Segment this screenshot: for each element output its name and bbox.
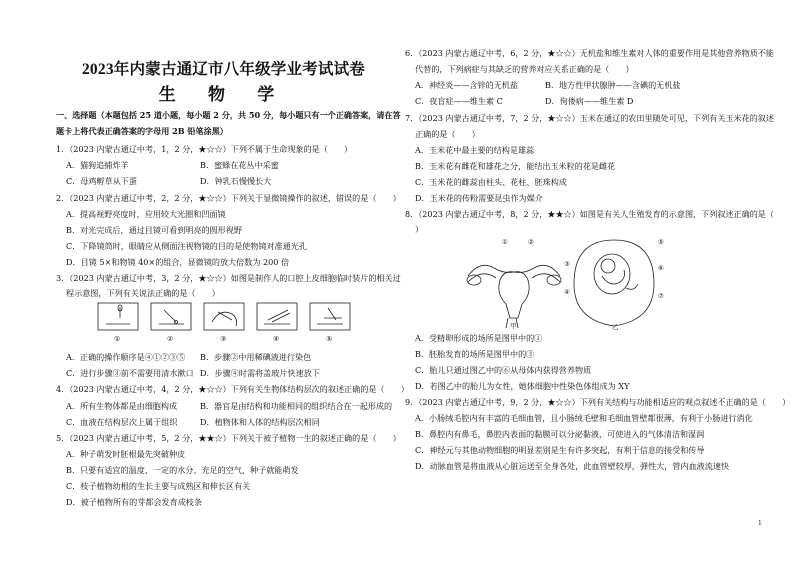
question-6-option-a: A．神经炎——含锌的无机盐 bbox=[415, 80, 518, 90]
question-7-option-a: A．玉米花中最主要的结构是雄蕊 bbox=[415, 145, 535, 155]
figure-label-2: ② bbox=[528, 238, 534, 246]
figure-label-1: ① bbox=[502, 238, 508, 246]
question-7-option-b: B．玉米花有雌花和雄花之分，能结出玉米粒的花是雌花 bbox=[415, 161, 616, 171]
question-1-option-b: B．蜜蜂在花丛中采蜜 bbox=[200, 160, 279, 170]
question-8-option-c: C．胎儿只通过图乙中的⑥从母体内获得营养物质 bbox=[415, 365, 592, 375]
question-3-stem-cont: 程示意图，下列有关说法正确的是（ ） bbox=[66, 288, 220, 298]
question-1-option-a: A．猫狗追捕炸羊 bbox=[66, 160, 129, 170]
question-7-option-c: C．玉米花的雌蕊由柱头、花柱、胚珠构成 bbox=[415, 177, 567, 187]
figure-label-4: ④ bbox=[564, 288, 570, 296]
reproduction-figure bbox=[462, 236, 682, 330]
figure-label-7: ⑦ bbox=[658, 292, 664, 300]
question-1-stem: 1．（2023 内蒙古通辽中考，1，2 分，★☆☆）下列不属于生命现象的是（ ） bbox=[56, 144, 353, 154]
exam-title: 2023年内蒙古通辽市八年级学业考试试卷 bbox=[81, 61, 365, 78]
step-5-label: ⑤ bbox=[326, 335, 333, 343]
question-3-option-a: A．正确的操作顺序是④①②③⑤ bbox=[66, 352, 186, 362]
step-4-label: ④ bbox=[273, 335, 280, 343]
question-4-stem: 4．（2023 内蒙古通辽中考，4，2 分，★☆☆）下列有关生物体结构层次的叙述正确的是（ ） bbox=[56, 384, 409, 394]
question-2-option-b: B．对光完成后，通过目镜可看到明亮的圆形视野 bbox=[66, 225, 242, 235]
question-2-option-d: D．目镜 5×和物镜 40×的组合，显微镜的放大倍数为 200 倍 bbox=[66, 257, 290, 267]
question-8-option-d: D．若图乙中的胎儿为女性，她体细胞中性染色体组成为 XY bbox=[415, 381, 630, 391]
question-5-option-a: A．种子萌发时胚根最先突破种皮 bbox=[66, 449, 186, 459]
question-3-option-b: B．步骤②中用稀碘液进行染色 bbox=[200, 352, 312, 362]
question-9-option-c: C．神经元与其他动物细胞的明显差别是生有许多突起，有利于信息的接受和传导 bbox=[415, 445, 705, 455]
question-7-option-d: D．玉米花的传粉需要昆虫作为媒介 bbox=[415, 193, 543, 203]
question-5-option-d: D．被子植物所有的芽都会发育成枝条 bbox=[66, 497, 202, 507]
section-heading: 一、选择题（本题包括 25 道小题，每小题 2 分，共 50 分，每小题只有一个正确答案，请在答 bbox=[56, 110, 401, 120]
question-5-stem: 5．（2023 内蒙古通辽中考，5，2 分，★★☆）下列关于被子植物一生的叙述正确的是（ ） bbox=[56, 433, 401, 443]
question-8-option-b: B．胚胎发育的场所是图甲中的③ bbox=[415, 349, 535, 359]
subject-title: 生 物 学 bbox=[158, 85, 289, 104]
question-4-option-b: B．器官是由结构和功能相同的组织结合在一起形成的 bbox=[200, 401, 393, 411]
question-4-option-c: C．血液在结构层次上属于组织 bbox=[66, 417, 178, 427]
question-3-stem: 3．（2023 内蒙古通辽中考，3，2 分，★☆☆）如图是制作人的口腔上皮细胞临时装片的相关过 bbox=[56, 273, 401, 283]
figure-label-6: ⑥ bbox=[658, 264, 664, 272]
question-6-option-c: C．夜盲症——维生素 C bbox=[415, 96, 503, 106]
question-6-stem: 6．（2023 内蒙古通辽中考，6，2 分，★☆☆）无机盐和维生素对人体的重要作用是其他营养物质不能 bbox=[405, 48, 774, 58]
figure-caption-jia: 甲 bbox=[510, 322, 517, 330]
question-2-option-c: C．下降镜筒时，眼睛应从侧面注视物镜的目的是使物镜对准通光孔 bbox=[66, 241, 307, 251]
slide-preparation-figure bbox=[96, 302, 366, 344]
question-5-option-b: B．只要有适宜的温度、一定的水分、充足的空气，种子就能萌发 bbox=[66, 465, 299, 475]
question-4-option-a: A．所有生物体都是由细胞构成 bbox=[66, 401, 178, 411]
question-7-stem-cont: 正确的是（ ） bbox=[415, 129, 480, 139]
question-7-stem: 7．（2023 内蒙古通辽中考，7，2 分，★☆☆）玉米在通辽的农田里随处可见，下列有关玉米花的叙述 bbox=[405, 113, 774, 123]
step-4-frame bbox=[257, 303, 297, 330]
question-6-stem-cont: 代替的，下列病症与其缺乏的营养对应关系正确的是（ ） bbox=[415, 64, 634, 74]
question-8-stem: 8．（2023 内蒙古通辽中考，8，2 分，★★☆）如图是有关人生殖发育的示意图，下列叙述正确的是（ bbox=[405, 209, 774, 219]
question-6-option-d: D．佝偻病——维生素 D bbox=[545, 96, 634, 106]
question-9-option-b: B．鼻腔内有鼻毛，鼻腔内表面的黏膜可以分泌黏液，可使进入的气体清洁和湿润 bbox=[415, 429, 705, 439]
question-8-option-a: A．受精卵形成的场所是图甲中的① bbox=[415, 333, 543, 343]
question-5-option-c: C．枝子植物幼根的生长主要与成熟区和伸长区有关 bbox=[66, 481, 251, 491]
question-2-option-a: A．提高视野亮度时，应用较大光圈和凹面镜 bbox=[66, 209, 226, 219]
question-4-option-d: D．植物体和人体的结构层次相同 bbox=[200, 417, 320, 427]
question-9-option-a: A．小肠绒毛腔内有丰富的毛细血管，且小肠绒毛壁和毛细血管壁都很薄，有利于小肠进行消化 bbox=[415, 413, 753, 423]
question-9-stem: 9．（2023 内蒙古通辽中考，9，2 分，★☆☆）下列有关结构与功能相适应的观点叙述不正确的是（ ） bbox=[405, 397, 791, 407]
step-5-frame bbox=[310, 303, 350, 330]
question-3-option-d: D．步骤④时需将盖玻片快速放下 bbox=[200, 368, 320, 378]
section-heading-cont: 题卡上将代表正确答案的字母用 2B 铅笔涂黑） bbox=[56, 126, 228, 136]
figure-caption-yi: 乙 bbox=[612, 323, 619, 330]
question-3-option-c: C．进行步骤③前不需要用清水漱口 bbox=[66, 368, 194, 378]
question-8-stem-cont: ） bbox=[415, 224, 424, 234]
question-2-stem: 2．（2023 内蒙古通辽中考，2，2 分，★☆☆）下列关于显微镜操作的叙述，错误的是（ ） bbox=[56, 193, 401, 203]
step-3-label: ③ bbox=[220, 335, 227, 343]
figure-label-3: ③ bbox=[564, 260, 570, 268]
question-1-option-c: C．母鸡孵草从下蛋 bbox=[66, 176, 137, 186]
step-3-frame bbox=[204, 303, 244, 330]
step-1-label: ① bbox=[114, 335, 121, 343]
question-9-option-d: D．动脉血管是将血液从心脏运送至全身各处，此血管壁较厚，弹性大，管内血液流速快 bbox=[415, 461, 730, 471]
question-1-option-d: D．钟乳石慢慢长大 bbox=[200, 176, 272, 186]
step-2-label: ② bbox=[167, 335, 174, 343]
question-6-option-b: B．地方性甲状腺肿——含碘的无机盐 bbox=[545, 80, 681, 90]
figure-label-5: ⑤ bbox=[658, 238, 664, 246]
page-number: 1 bbox=[758, 520, 762, 527]
